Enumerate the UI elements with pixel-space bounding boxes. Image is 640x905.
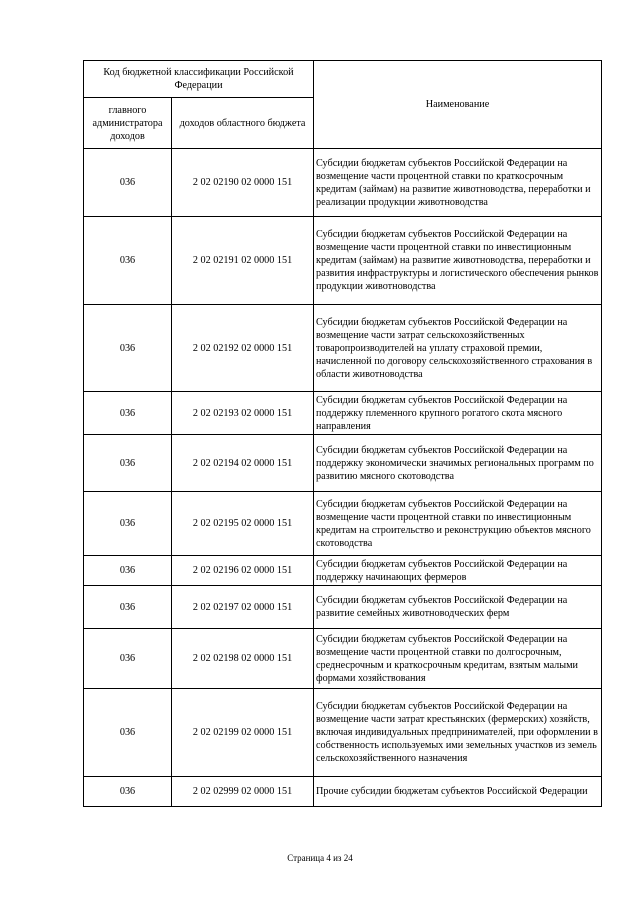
income-code-cell: 2 02 02192 02 0000 151 bbox=[172, 305, 314, 392]
table-row bbox=[84, 556, 602, 586]
admin-code-cell: 036 bbox=[84, 217, 172, 305]
name-cell: Субсидии бюджетам субъектов Российской Федерации на возмещение части процентной ставки по инвестиционным кредитам (займам) на развитие животноводства, переработки и развития инфраструктуры и логистического обеспечения рынков продукции животноводства bbox=[314, 217, 602, 305]
income-code-cell: 2 02 02999 02 0000 151 bbox=[172, 777, 314, 807]
admin-code-cell: 036 bbox=[84, 435, 172, 492]
name-cell: Субсидии бюджетам субъектов Российской Федерации на поддержку племенного крупного рогатого скота мясного направления bbox=[314, 392, 602, 435]
header-code-group: Код бюджетной классификации Российской Федерации bbox=[84, 61, 314, 98]
income-code-cell: 2 02 02197 02 0000 151 bbox=[172, 586, 314, 629]
name-cell: Субсидии бюджетам субъектов Российской Федерации на поддержку экономически значимых региональных программ по развитию мясного скотоводства bbox=[314, 435, 602, 492]
income-code-cell: 2 02 02195 02 0000 151 bbox=[172, 492, 314, 556]
table-row bbox=[84, 689, 602, 777]
header-name: Наименование bbox=[314, 61, 602, 149]
page-number: Страница 4 из 24 bbox=[287, 853, 353, 863]
name-cell: Субсидии бюджетам субъектов Российской Федерации на развитие семейных животноводческих ферм bbox=[314, 586, 602, 629]
header-income: доходов областного бюджета bbox=[172, 98, 314, 149]
admin-code-cell: 036 bbox=[84, 392, 172, 435]
income-code-cell: 2 02 02194 02 0000 151 bbox=[172, 435, 314, 492]
table-row bbox=[84, 586, 602, 629]
name-cell: Субсидии бюджетам субъектов Российской Федерации на возмещение части процентной ставки по краткосрочным кредитам (займам) на развитие животноводства, переработки и реализации продукции животноводства bbox=[314, 149, 602, 217]
budget-classification-table bbox=[83, 60, 602, 807]
admin-code-cell: 036 bbox=[84, 305, 172, 392]
table-row bbox=[84, 392, 602, 435]
name-cell: Субсидии бюджетам субъектов Российской Федерации на возмещение части затрат сельскохозяйственных товаропроизводителей на уплату страховой премии, начисленной по договору сельскохозяйственного страхования в области животноводства bbox=[314, 305, 602, 392]
admin-code-cell: 036 bbox=[84, 149, 172, 217]
table-row bbox=[84, 217, 602, 305]
table-row bbox=[84, 629, 602, 689]
table-row bbox=[84, 777, 602, 807]
admin-code-cell: 036 bbox=[84, 586, 172, 629]
name-cell: Субсидии бюджетам субъектов Российской Федерации на возмещение части процентной ставки по инвестиционным кредитам на строительство и реконструкцию объектов мясного скотоводства bbox=[314, 492, 602, 556]
income-code-cell: 2 02 02196 02 0000 151 bbox=[172, 556, 314, 586]
name-cell: Субсидии бюджетам субъектов Российской Федерации на возмещение части затрат крестьянских (фермерских) хозяйств, включая индивидуальных предпринимателей, при оформлении в собственность используемых ими земельных участков из земель сельскохозяйственного назначения bbox=[314, 689, 602, 777]
admin-code-cell: 036 bbox=[84, 777, 172, 807]
table-row bbox=[84, 305, 602, 392]
income-code-cell: 2 02 02198 02 0000 151 bbox=[172, 629, 314, 689]
income-code-cell: 2 02 02191 02 0000 151 bbox=[172, 217, 314, 305]
name-cell: Прочие субсидии бюджетам субъектов Российской Федерации bbox=[314, 777, 602, 807]
table-row bbox=[84, 492, 602, 556]
income-code-cell: 2 02 02193 02 0000 151 bbox=[172, 392, 314, 435]
admin-code-cell: 036 bbox=[84, 556, 172, 586]
admin-code-cell: 036 bbox=[84, 629, 172, 689]
income-code-cell: 2 02 02190 02 0000 151 bbox=[172, 149, 314, 217]
admin-code-cell: 036 bbox=[84, 492, 172, 556]
income-code-cell: 2 02 02199 02 0000 151 bbox=[172, 689, 314, 777]
table-row bbox=[84, 149, 602, 217]
header-admin: главного администратора доходов bbox=[84, 98, 172, 149]
name-cell: Субсидии бюджетам субъектов Российской Федерации на возмещение части процентной ставки по долгосрочным, среднесрочным и краткосрочным кредитам, взятым малыми формами хозяйствования bbox=[314, 629, 602, 689]
admin-code-cell: 036 bbox=[84, 689, 172, 777]
table-row bbox=[84, 435, 602, 492]
name-cell: Субсидии бюджетам субъектов Российской Федерации на поддержку начинающих фермеров bbox=[314, 556, 602, 586]
